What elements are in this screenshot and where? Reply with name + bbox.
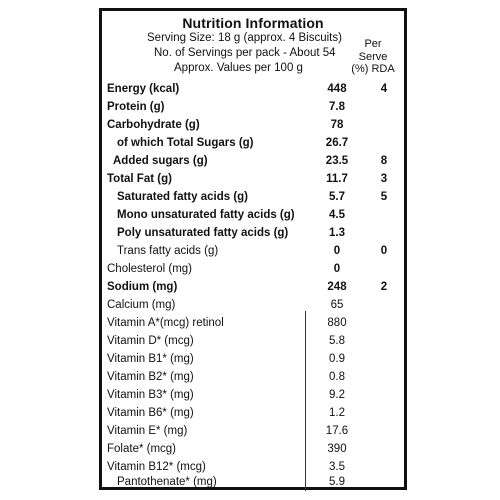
row-label: Vitamin B2* (mg) [107,371,194,383]
row-label: Saturated fatty acids (g) [117,191,248,203]
row-label: Vitamin B6* (mg) [107,407,194,419]
row-saturated-fat [107,191,396,209]
row-label: Mono unsaturated fatty acids (g) [117,209,295,221]
row-mono-fat [107,209,396,227]
row-label: Pantothenate* (mg) [117,476,217,488]
row-label: Vitamin B1* (mg) [107,353,194,365]
row-vitamin-d [107,335,396,353]
row-value: 0.9 [329,353,345,365]
row-label: Folate* (mcg) [107,443,177,455]
row-label: Total Fat (g) [107,173,172,185]
row-label: Vitamin A*(mcg) retinol [107,317,224,329]
row-rda: 8 [380,155,388,167]
row-energy [107,83,396,101]
row-label: Cholesterol (mg) [107,263,192,275]
row-label: Calcium (mg) [107,299,176,311]
row-rda: 5 [380,191,388,203]
row-vitamin-b3 [107,389,396,407]
row-value: 65 [330,299,344,311]
row-value: 880 [327,317,347,329]
row-added-sugars [107,155,396,173]
rda-header-line2: Serve [358,50,388,63]
row-rda: 2 [380,281,388,293]
row-value: 78 [330,119,344,131]
row-rda: 0 [380,245,388,257]
row-value: 5.9 [329,476,345,488]
row-total-sugars [107,137,396,155]
panel-title: Nutrition Information [182,15,324,31]
servings-per-pack: No. of Servings per pack - About 54 [154,47,336,59]
row-vitamin-b1 [107,353,396,371]
row-value: 0 [333,245,341,257]
row-value: 5.8 [329,335,345,347]
row-label: Vitamin E* (mg) [107,425,188,437]
row-label: Sodium (mg) [107,281,178,293]
row-value: 26.7 [325,137,349,149]
row-label: Vitamin B12* (mcg) [107,461,206,473]
row-value: 0.8 [329,371,345,383]
row-vitamin-b2 [107,371,396,389]
row-poly-fat [107,227,396,245]
row-value: 3.5 [329,461,345,473]
row-rda: 3 [380,173,388,185]
row-value: 390 [327,443,347,455]
row-total-fat [107,173,396,191]
row-trans-fat [107,245,396,263]
row-value: 0 [333,263,341,275]
row-value: 9.2 [329,389,345,401]
row-label: Energy (kcal) [107,83,180,95]
row-vitamin-b6 [107,407,396,425]
row-label: Added sugars (g) [113,155,208,167]
row-pantothenate [107,476,396,494]
row-label: of which Total Sugars (g) [117,137,254,149]
row-vitamin-e [107,425,396,443]
row-value: 248 [327,281,347,293]
row-value: 7.8 [329,101,345,113]
row-value: 11.7 [326,173,348,185]
row-vitamin-a [107,317,396,335]
rda-header [348,38,398,76]
row-folate [107,443,396,461]
row-label: Trans fatty acids (g) [117,245,219,257]
row-protein [107,101,396,119]
row-value: 23.5 [325,155,349,167]
row-value: 1.2 [329,407,345,419]
row-label: Vitamin B3* (mg) [107,389,194,401]
row-rda: 4 [380,83,388,95]
rda-header-line1: Per [364,38,382,50]
row-value: 4.5 [329,209,345,221]
row-value: 5.7 [329,191,345,203]
row-value: 448 [327,83,347,95]
serving-size: Serving Size: 18 g (approx. 4 Biscuits) [147,32,342,44]
row-label: Poly unsaturated fatty acids (g) [117,227,289,239]
row-label: Carbohydrate (g) [107,119,200,131]
row-value: 17.6 [325,425,349,437]
row-cholesterol [107,263,396,281]
row-label: Vitamin D* (mcg) [107,335,194,347]
row-sodium [107,281,396,299]
nutrition-panel [99,8,407,490]
rda-header-line3: (%) RDA [351,63,395,75]
values-per-100g: Approx. Values per 100 g [174,62,303,74]
row-carbohydrate [107,119,396,137]
row-calcium [107,299,396,317]
row-value: 1.3 [329,227,345,239]
row-label: Protein (g) [107,101,165,113]
